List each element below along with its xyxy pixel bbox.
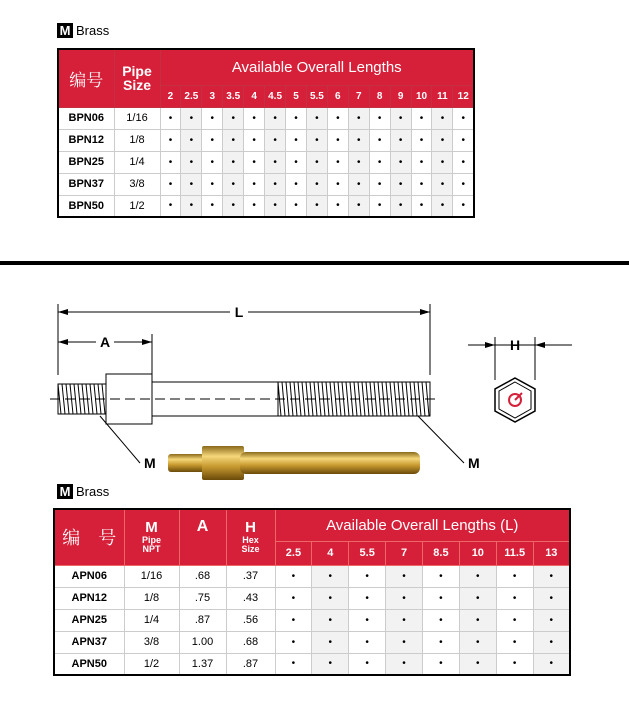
availability-dot: • xyxy=(496,653,533,675)
availability-dot: • xyxy=(160,107,181,129)
header-m-npt: NPT xyxy=(142,543,161,554)
table-row xyxy=(58,129,474,151)
availability-dot: • xyxy=(390,151,411,173)
availability-dot: • xyxy=(265,107,286,129)
header-a: A xyxy=(179,509,226,565)
availability-dot: • xyxy=(348,195,369,217)
length-header: 9 xyxy=(390,85,411,107)
header-lengths: Available Overall Lengths xyxy=(160,49,474,85)
length-header: 10 xyxy=(459,541,496,565)
availability-dot: • xyxy=(459,631,496,653)
header-h-size: Size xyxy=(241,543,260,554)
material-letter-badge: M xyxy=(57,23,73,38)
part-code: APN12 xyxy=(54,587,124,609)
availability-dot: • xyxy=(369,195,390,217)
length-header: 2 xyxy=(160,85,181,107)
availability-dot: • xyxy=(453,151,474,173)
dim-M-left-label: M xyxy=(144,455,156,471)
availability-dot: • xyxy=(160,151,181,173)
availability-dot: • xyxy=(286,151,307,173)
availability-dot: • xyxy=(349,653,386,675)
availability-dot: • xyxy=(202,129,223,151)
length-header: 7 xyxy=(386,541,423,565)
pipe-size: 3/8 xyxy=(114,173,160,195)
header-lengths: Available Overall Lengths (L) xyxy=(275,509,570,541)
availability-dot: • xyxy=(432,173,453,195)
header-h-letter: H xyxy=(245,518,256,536)
availability-dot: • xyxy=(349,609,386,631)
header-pipe-size xyxy=(114,49,160,107)
hex-end-view xyxy=(495,378,535,422)
length-header: 8 xyxy=(369,85,390,107)
length-header: 5.5 xyxy=(349,541,386,565)
pipe-size: 1/8 xyxy=(114,129,160,151)
table-row xyxy=(58,173,474,195)
table-row xyxy=(54,609,570,631)
dim-H-label: H xyxy=(509,337,521,353)
part-code: APN06 xyxy=(54,565,124,587)
availability-dot: • xyxy=(223,173,244,195)
part-code: BPN12 xyxy=(58,129,114,151)
availability-dot: • xyxy=(327,107,348,129)
availability-dot: • xyxy=(496,587,533,609)
availability-dot: • xyxy=(348,107,369,129)
availability-dot: • xyxy=(386,631,423,653)
availability-dot: • xyxy=(349,631,386,653)
length-header: 4 xyxy=(244,85,265,107)
dim-L-label: L xyxy=(234,304,244,320)
material-label-2 xyxy=(57,484,109,499)
availability-dot: • xyxy=(312,609,349,631)
availability-dot: • xyxy=(160,129,181,151)
header-h-hex: Hex xyxy=(242,534,259,545)
table-row xyxy=(58,151,474,173)
availability-dot: • xyxy=(496,609,533,631)
availability-dot: • xyxy=(390,195,411,217)
pipe-npt: 3/8 xyxy=(124,631,179,653)
availability-dot: • xyxy=(275,609,312,631)
availability-dot: • xyxy=(349,587,386,609)
availability-dot: • xyxy=(275,653,312,675)
availability-dot: • xyxy=(369,151,390,173)
availability-dot: • xyxy=(432,129,453,151)
length-header: 12 xyxy=(453,85,474,107)
availability-dot: • xyxy=(223,129,244,151)
availability-dot: • xyxy=(244,173,265,195)
availability-dot: • xyxy=(411,129,432,151)
availability-dot: • xyxy=(181,129,202,151)
availability-dot: • xyxy=(286,173,307,195)
availability-dot: • xyxy=(533,631,570,653)
header-m xyxy=(124,509,179,565)
availability-dot: • xyxy=(423,587,460,609)
apn-table xyxy=(53,508,571,676)
length-header: 6 xyxy=(327,85,348,107)
availability-dot: • xyxy=(265,195,286,217)
availability-dot: • xyxy=(202,151,223,173)
availability-dot: • xyxy=(181,173,202,195)
dim-L-arrow-left xyxy=(58,309,68,315)
pipe-size: 1/2 xyxy=(114,195,160,217)
length-header: 3.5 xyxy=(223,85,244,107)
availability-dot: • xyxy=(312,653,349,675)
table-row xyxy=(58,107,474,129)
length-header: 10 xyxy=(411,85,432,107)
material-name: Brass xyxy=(76,484,110,499)
availability-dot: • xyxy=(327,195,348,217)
availability-dot: • xyxy=(411,107,432,129)
length-header: 5 xyxy=(286,85,307,107)
part-code: APN50 xyxy=(54,653,124,675)
availability-dot: • xyxy=(312,565,349,587)
availability-dot: • xyxy=(223,195,244,217)
dim-a: .87 xyxy=(179,609,226,631)
availability-dot: • xyxy=(423,653,460,675)
nipple-line-drawing xyxy=(50,374,440,424)
header-m-letter: M xyxy=(145,518,158,536)
availability-dot: • xyxy=(312,631,349,653)
availability-dot: • xyxy=(265,173,286,195)
length-header: 11.5 xyxy=(496,541,533,565)
availability-dot: • xyxy=(432,151,453,173)
availability-dot: • xyxy=(386,653,423,675)
availability-dot: • xyxy=(432,107,453,129)
availability-dot: • xyxy=(244,129,265,151)
availability-dot: • xyxy=(202,107,223,129)
part-code: BPN37 xyxy=(58,173,114,195)
availability-dot: • xyxy=(286,129,307,151)
availability-dot: • xyxy=(459,587,496,609)
part-code: BPN06 xyxy=(58,107,114,129)
availability-dot: • xyxy=(265,151,286,173)
availability-dot: • xyxy=(432,195,453,217)
availability-dot: • xyxy=(453,195,474,217)
availability-dot: • xyxy=(496,631,533,653)
header-pipe: Pipe xyxy=(122,63,152,80)
availability-dot: • xyxy=(223,107,244,129)
availability-dot: • xyxy=(327,151,348,173)
length-header: 3 xyxy=(202,85,223,107)
availability-dot: • xyxy=(533,609,570,631)
length-header: 7 xyxy=(348,85,369,107)
pipe-npt: 1/16 xyxy=(124,565,179,587)
availability-dot: • xyxy=(160,195,181,217)
availability-dot: • xyxy=(306,129,327,151)
length-header: 2.5 xyxy=(181,85,202,107)
material-label-1 xyxy=(57,23,109,38)
table-row xyxy=(54,565,570,587)
header-h xyxy=(226,509,275,565)
availability-dot: • xyxy=(181,195,202,217)
length-header: 4 xyxy=(312,541,349,565)
availability-dot: • xyxy=(459,609,496,631)
availability-dot: • xyxy=(202,195,223,217)
dim-a: 1.37 xyxy=(179,653,226,675)
dim-a: .75 xyxy=(179,587,226,609)
length-header: 8.5 xyxy=(423,541,460,565)
availability-dot: • xyxy=(348,151,369,173)
hex-size: .87 xyxy=(226,653,275,675)
availability-dot: • xyxy=(265,129,286,151)
length-header: 13 xyxy=(533,541,570,565)
availability-dot: • xyxy=(533,565,570,587)
availability-dot: • xyxy=(348,129,369,151)
material-letter-badge: M xyxy=(57,484,73,499)
table-row xyxy=(58,195,474,217)
availability-dot: • xyxy=(411,151,432,173)
pipe-npt: 1/2 xyxy=(124,653,179,675)
table-row xyxy=(54,653,570,675)
availability-dot: • xyxy=(327,129,348,151)
availability-dot: • xyxy=(244,107,265,129)
header-m-pipe: Pipe xyxy=(141,534,161,545)
table-row xyxy=(54,631,570,653)
section-divider xyxy=(0,261,629,265)
availability-dot: • xyxy=(411,195,432,217)
availability-dot: • xyxy=(286,107,307,129)
availability-dot: • xyxy=(423,609,460,631)
availability-dot: • xyxy=(244,151,265,173)
header-size: Size xyxy=(122,77,151,94)
availability-dot: • xyxy=(244,195,265,217)
dim-A-label: A xyxy=(99,334,111,350)
availability-dot: • xyxy=(181,107,202,129)
part-code: BPN25 xyxy=(58,151,114,173)
availability-dot: • xyxy=(459,653,496,675)
availability-dot: • xyxy=(275,587,312,609)
availability-dot: • xyxy=(369,129,390,151)
header-code: 编号 xyxy=(58,49,114,107)
hex-size: .43 xyxy=(226,587,275,609)
availability-dot: • xyxy=(160,173,181,195)
header-code: 编 号 xyxy=(54,509,124,565)
part-code: APN25 xyxy=(54,609,124,631)
dim-M-right-label: M xyxy=(468,455,480,471)
availability-dot: • xyxy=(348,173,369,195)
hex-size: .68 xyxy=(226,631,275,653)
part-code: APN37 xyxy=(54,631,124,653)
availability-dot: • xyxy=(286,195,307,217)
availability-dot: • xyxy=(202,173,223,195)
availability-dot: • xyxy=(369,107,390,129)
availability-dot: • xyxy=(349,565,386,587)
length-header: 11 xyxy=(432,85,453,107)
availability-dot: • xyxy=(327,173,348,195)
brass-nipple-photo xyxy=(168,446,420,480)
bpn-table xyxy=(57,48,475,218)
availability-dot: • xyxy=(423,565,460,587)
availability-dot: • xyxy=(390,173,411,195)
availability-dot: • xyxy=(533,587,570,609)
availability-dot: • xyxy=(223,151,244,173)
availability-dot: • xyxy=(306,107,327,129)
dim-a: .68 xyxy=(179,565,226,587)
availability-dot: • xyxy=(386,587,423,609)
part-code: BPN50 xyxy=(58,195,114,217)
availability-dot: • xyxy=(453,129,474,151)
hex-size: .37 xyxy=(226,565,275,587)
dim-a: 1.00 xyxy=(179,631,226,653)
availability-dot: • xyxy=(496,565,533,587)
availability-dot: • xyxy=(275,631,312,653)
availability-dot: • xyxy=(312,587,349,609)
availability-dot: • xyxy=(386,565,423,587)
pipe-npt: 1/8 xyxy=(124,587,179,609)
material-name: Brass xyxy=(76,23,110,38)
availability-dot: • xyxy=(181,151,202,173)
availability-dot: • xyxy=(386,609,423,631)
availability-dot: • xyxy=(423,631,460,653)
availability-dot: • xyxy=(533,653,570,675)
availability-dot: • xyxy=(306,195,327,217)
pipe-nipple-diagram xyxy=(40,290,600,490)
availability-dot: • xyxy=(453,173,474,195)
availability-dot: • xyxy=(453,107,474,129)
availability-dot: • xyxy=(306,151,327,173)
availability-dot: • xyxy=(390,107,411,129)
pipe-size: 1/4 xyxy=(114,151,160,173)
length-header: 2.5 xyxy=(275,541,312,565)
availability-dot: • xyxy=(411,173,432,195)
availability-dot: • xyxy=(390,129,411,151)
length-header: 5.5 xyxy=(306,85,327,107)
table-row xyxy=(54,587,570,609)
availability-dot: • xyxy=(306,173,327,195)
hex-size: .56 xyxy=(226,609,275,631)
availability-dot: • xyxy=(275,565,312,587)
pipe-npt: 1/4 xyxy=(124,609,179,631)
availability-dot: • xyxy=(459,565,496,587)
dim-L-arrow-right xyxy=(420,309,430,315)
pipe-size: 1/16 xyxy=(114,107,160,129)
length-header: 4.5 xyxy=(265,85,286,107)
availability-dot: • xyxy=(369,173,390,195)
